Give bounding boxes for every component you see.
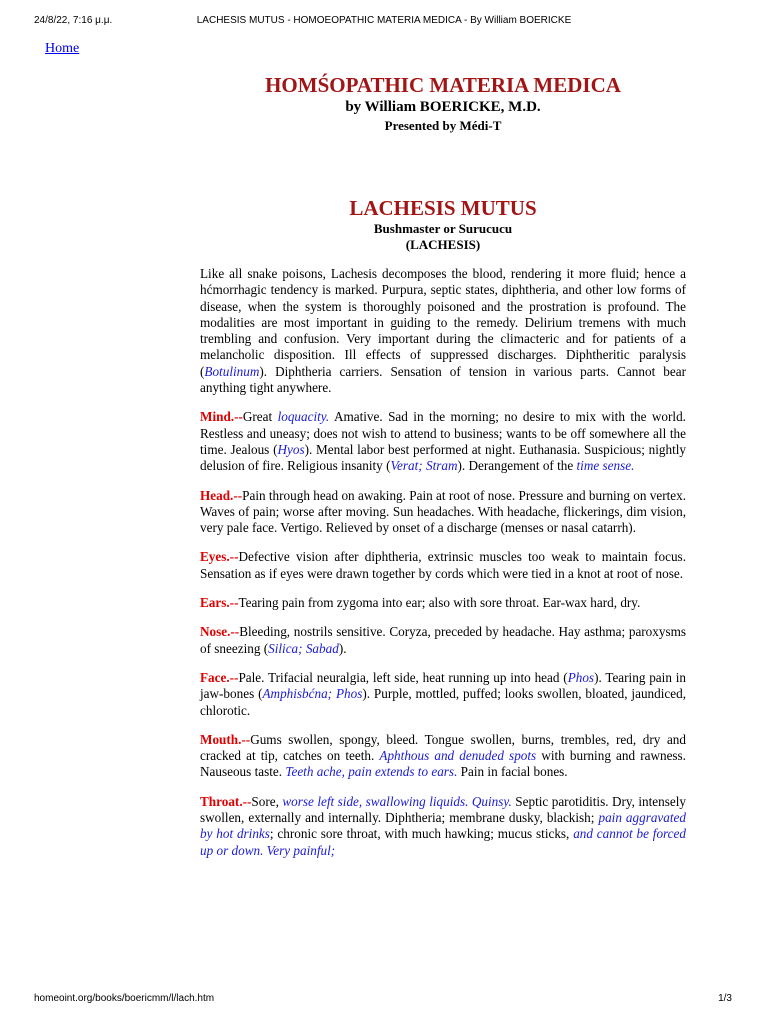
intro-paragraph (200, 266, 686, 396)
section-label: Mouth.-- (200, 731, 251, 747)
text-run: ). Purple, mottled, puffed; looks swollen, bloated, jaundiced, chlorotic. (200, 686, 686, 718)
remedy-reference: Silica; Sabad (268, 640, 339, 656)
remedy-reference: Hyos (277, 441, 305, 457)
symptom-section (200, 488, 686, 537)
section-label: Ears.-- (200, 595, 239, 611)
text-run: Gums swollen, spongy, bleed. Tongue swollen, burns, trembles, red, dry and cracked at tip, catches on teeth. (200, 731, 686, 764)
presenter-line: Presented by Médi-T (384, 118, 502, 133)
page-number: 1/3 (718, 993, 732, 1004)
text-run: ). Tearing pain in jaw-bones ( (200, 669, 686, 702)
text-run: Sore, (251, 793, 283, 809)
print-page-title: LACHESIS MUTUS - HOMOEOPATHIC MATERIA MEDICA - By William BOERICKE (196, 15, 572, 26)
text-run: Like all snake poisons, Lachesis decomposes the blood, rendering it more fluid; hence a hćmorrhagic tendency is marked. Purpura, septic states, diphtheria, and other low forms of disease, when the system is thoroughly poisoned and the prostration is profound. The modalities are most important in guiding to the remedy. Delirium tremens with much trembling and confusion. Very important during the climacteric and for patients of a melancholic disposition. Ill effects of suppressed discharges. Diphtheritic paralysis ( (200, 266, 686, 379)
symptom-section (200, 670, 686, 719)
text-run: Amative. Sad in the morning; no desire to mix with the world. Restless and uneasy; does not wish to attend to business; wants to be off somewhere all the time. Jealous ( (200, 409, 686, 457)
remedy-reference: Aphthous and denuded spots (379, 748, 537, 764)
text-run: with burning and rawness. Nauseous taste. (200, 748, 686, 780)
remedy-reference: time sense. (576, 458, 635, 474)
symptom-section (200, 732, 686, 781)
text-run: Great (242, 409, 278, 425)
section-label: Face.-- (200, 669, 239, 685)
section-label: Eyes.-- (200, 549, 239, 565)
symptom-section (200, 794, 686, 859)
text-run: Pain in facial bones. (457, 764, 568, 780)
remedy-common-name: Bushmaster or Surucucu (373, 221, 513, 236)
text-run: ; chronic sore throat, with much hawking; mucus sticks, (269, 826, 574, 842)
materia-medica-content (200, 266, 686, 872)
book-title: HOMŚOPATHIC MATERIA MEDICA (265, 73, 621, 97)
text-run: Tearing pain from zygoma into ear; also with sore throat. Ear-wax hard, dry. (238, 595, 641, 611)
remedy-short-name: (LACHESIS) (405, 237, 481, 252)
text-run: ). (338, 640, 347, 656)
text-run: Pale. Trifacial neuralgia, left side, heat running up into head ( (238, 669, 568, 685)
text-run: Septic parotiditis. Dry, intensely swollen, externally and internally. Diphtheria; membrane dusky, blackish; (200, 793, 686, 826)
remedy-heading (0, 195, 768, 253)
text-run: Bleeding, nostrils sensitive. Coryza, preceded by headache. Hay asthma; paroxysms of sneezing ( (200, 624, 686, 656)
section-label: Nose.-- (200, 624, 240, 640)
remedy-reference: Phos (567, 669, 595, 685)
symptom-section (200, 595, 686, 611)
section-label: Throat.-- (200, 793, 252, 809)
text-run: ). Diphtheria carriers. Sensation of tension in various parts. Cannot bear anything tight anywhere. (200, 363, 686, 396)
remedy-reference: worse left side, swallowing liquids. Quinsy. (282, 793, 512, 809)
text-run: ). Mental labor best performed at night. Euthanasia. Suspicious; nightly delusion of fire. Religious insanity ( (200, 441, 686, 474)
remedy-reference: Amphisbćna; Phos (262, 686, 363, 702)
home-link[interactable]: Home (45, 41, 80, 56)
sections (200, 409, 686, 859)
section-label: Mind.-- (200, 409, 243, 425)
text-run: ). Derangement of the (457, 458, 577, 474)
remedy-title: LACHESIS MUTUS (349, 196, 537, 220)
masthead (0, 72, 768, 134)
remedy-reference: Teeth ache, pain extends to ears. (285, 764, 458, 780)
remedy-reference: pain aggravated by hot drinks (200, 810, 686, 842)
section-label: Head.-- (200, 487, 243, 503)
print-url: homeoint.org/books/boericmm/l/lach.htm (34, 993, 215, 1004)
text-run: Defective vision after diphtheria, extrinsic muscles too weak to maintain focus. Sensation as if eyes were drawn together by cords which were tied in a knot at root of nose. (200, 549, 686, 581)
author-byline: by William BOERICKE, M.D. (345, 99, 541, 115)
print-datetime: 24/8/22, 7:16 μ.μ. (34, 15, 113, 26)
remedy-reference: loquacity. (277, 409, 330, 425)
remedy-reference: Botulinum (204, 363, 260, 379)
symptom-section (200, 624, 686, 657)
remedy-reference: and cannot be forced up or down. Very painful; (200, 826, 686, 858)
remedy-reference: Verat; Stram (390, 458, 458, 474)
symptom-section (200, 409, 686, 474)
text-run: Pain through head on awaking. Pain at root of nose. Pressure and burning on vertex. Waves of pain; worse after moving. Sun headaches. With headache, flickerings, dim vision, very pale face. Vertigo. Relieved by onset of a discharge (menses or nasal catarrh). (200, 487, 686, 536)
symptom-section (200, 549, 686, 582)
